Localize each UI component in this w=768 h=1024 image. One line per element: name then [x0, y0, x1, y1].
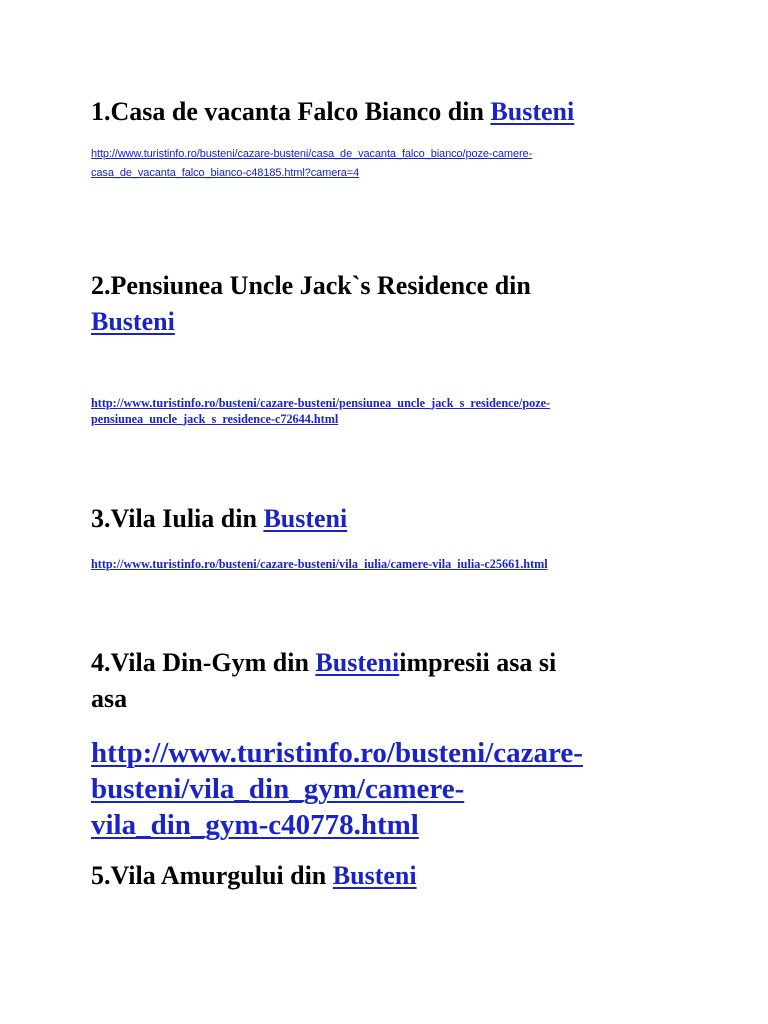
entry-2-url-link[interactable] — [91, 395, 711, 427]
entry-1-title-text: 1.Casa de vacanta Falco Bianco din — [91, 97, 491, 126]
entry-1-url-line-2: casa_de_vacanta_falco_bianco-c48185.html?camera=4 — [91, 167, 360, 179]
entry-2-title-text: 2.Pensiunea Uncle Jack`s Residence din — [91, 271, 531, 300]
entry-2-busteni-link[interactable]: Busteni — [91, 307, 175, 336]
entry-4 — [91, 645, 711, 717]
entry-3-title-text: 3.Vila Iulia din — [91, 504, 264, 533]
entry-4-title-text: 4.Vila Din-Gym din — [91, 648, 316, 677]
entry-4-title-suffix: impresii asa si — [399, 648, 557, 677]
entry-4-url-line-2: busteni/vila_din_gym/camere- — [91, 773, 465, 805]
entry-2-url-line-2: pensiunea_uncle_jack_s_residence-c72644.html — [91, 412, 339, 426]
entry-4-url-line-3: vila_din_gym-c40778.html — [91, 809, 419, 841]
entry-2-url-line-1: http://www.turistinfo.ro/busteni/cazare-busteni/pensiunea_uncle_jack_s_residence/poze- — [91, 396, 551, 410]
entry-1-url-link[interactable] — [91, 145, 711, 183]
entry-4-url-block — [91, 735, 711, 843]
entry-3-url-block — [91, 556, 711, 572]
entry-1-busteni-link[interactable]: Busteni — [490, 97, 575, 126]
entry-1 — [91, 94, 711, 130]
entry-3-url-line-1: http://www.turistinfo.ro/busteni/cazare-busteni/vila_iulia/camere-vila_iulia-c25661.html — [91, 557, 548, 571]
entry-1-url-line-1: http://www.turistinfo.ro/busteni/cazare-busteni/casa_de_vacanta_falco_bianco/poze-camere- — [91, 148, 533, 160]
entry-5 — [91, 858, 711, 894]
entry-5-title — [91, 858, 711, 894]
entry-2-url-block — [91, 395, 711, 427]
entry-4-busteni-link[interactable]: Busteni — [315, 648, 400, 677]
entry-3-busteni-link[interactable]: Busteni — [263, 504, 348, 533]
entry-5-title-text: 5.Vila Amurgului din — [91, 861, 333, 890]
entry-4-url-link[interactable] — [91, 735, 711, 843]
entry-5-busteni-link[interactable]: Busteni — [332, 861, 417, 890]
entry-3 — [91, 501, 711, 537]
entry-2 — [91, 268, 711, 340]
entry-1-title — [91, 94, 711, 130]
entry-4-title-suffix-line-2: asa — [91, 684, 128, 713]
entry-4-title — [91, 645, 711, 717]
entry-1-url-block — [91, 145, 711, 183]
entry-3-title — [91, 501, 711, 537]
entry-3-url-link[interactable] — [91, 556, 711, 572]
entry-2-title — [91, 268, 711, 340]
entry-4-url-line-1: http://www.turistinfo.ro/busteni/cazare- — [91, 737, 583, 769]
